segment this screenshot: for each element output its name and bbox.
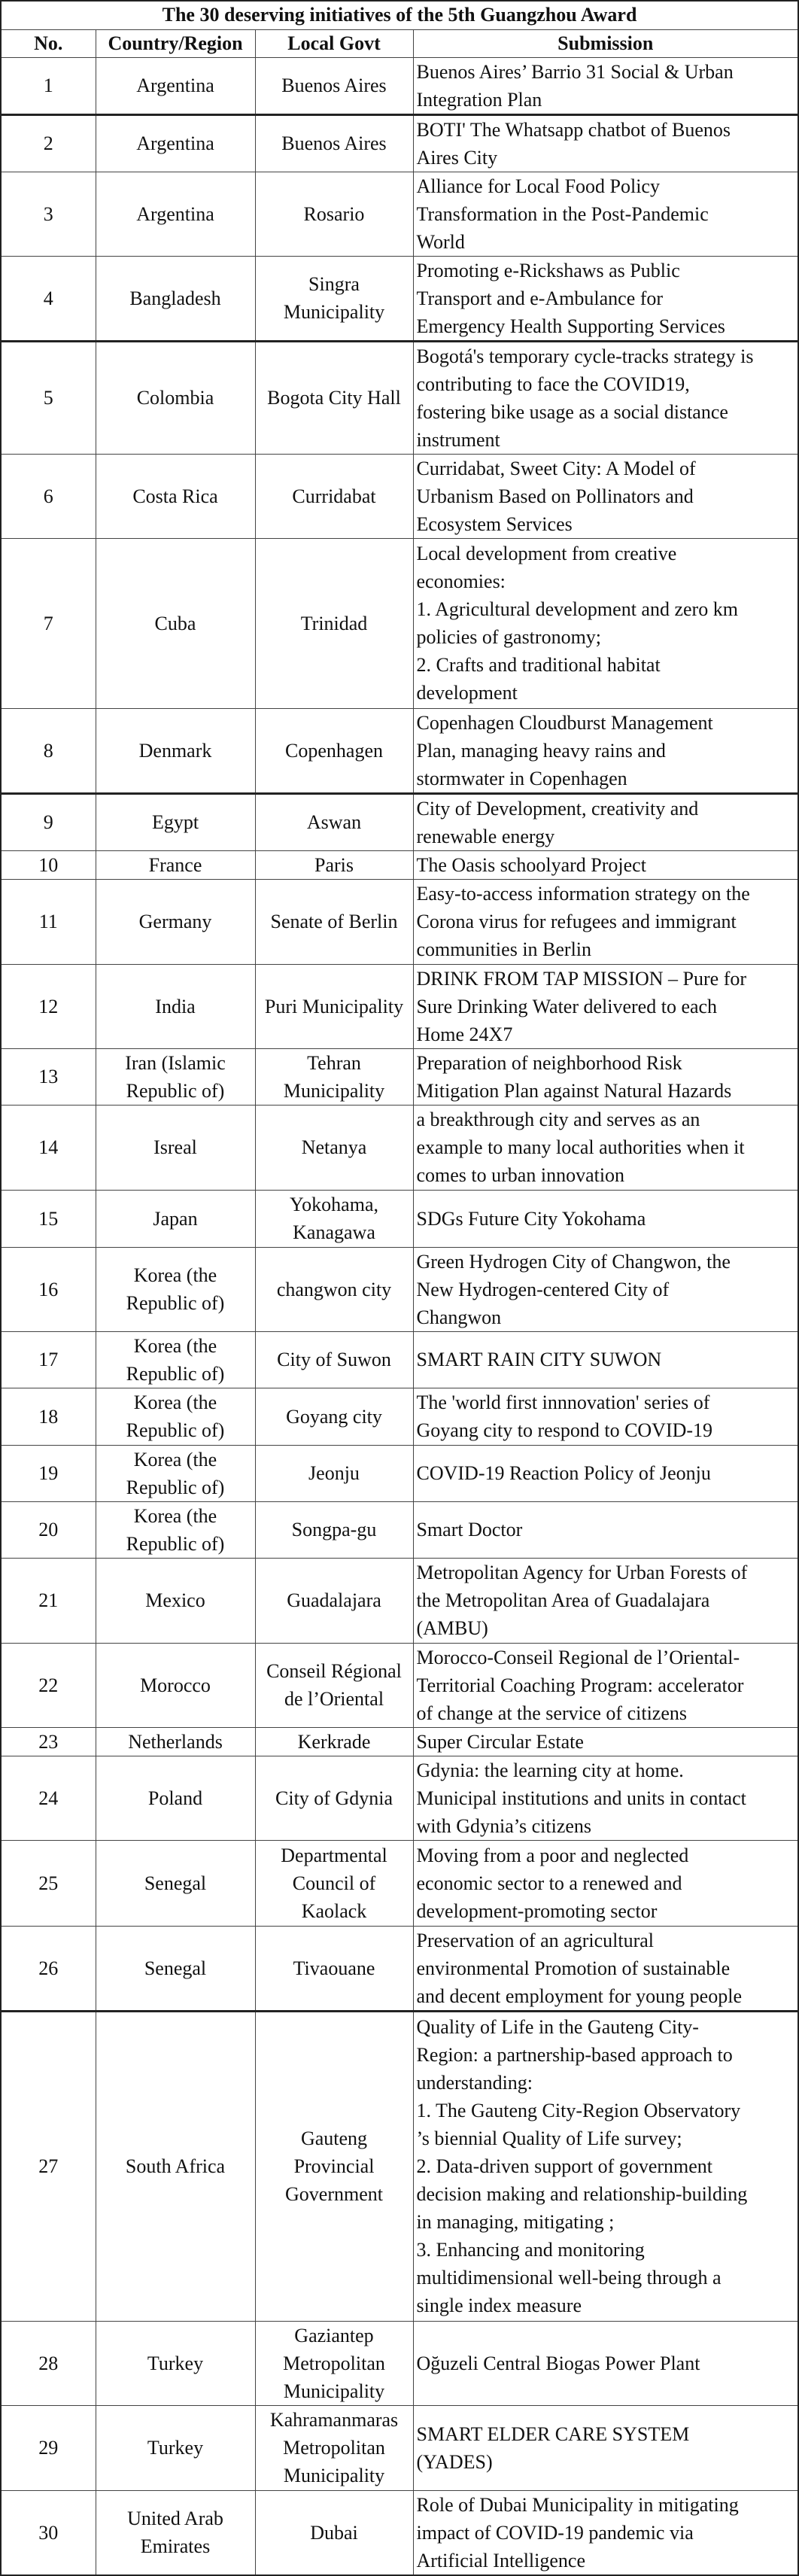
local-govt-cell: Singra Municipality — [255, 256, 413, 341]
country-region-cell: Isreal — [96, 1105, 255, 1190]
submission-cell: Smart Doctor — [413, 1501, 798, 1558]
local-govt-cell: Bogota City Hall — [255, 341, 413, 454]
local-govt-cell: Tivaouane — [255, 1926, 413, 2011]
row-number: 19 — [1, 1445, 96, 1501]
header-local-govt: Local Govt — [255, 29, 413, 57]
table-row — [1, 2321, 798, 2405]
submission-cell: DRINK FROM TAP MISSION – Pure for Sure Drinking Water delivered to each Home 24X7 — [413, 964, 798, 1048]
row-number: 28 — [1, 2321, 96, 2405]
submission-cell: Preservation of an agricultural environmental Promotion of sustainable and decent employment for young people — [413, 1926, 798, 2011]
submission-cell: SMART ELDER CARE SYSTEM (YADES) — [413, 2405, 798, 2490]
submission-cell: Promoting e-Rickshaws as Public Transport and e-Ambulance for Emergency Health Supporting Services — [413, 256, 798, 341]
submission-cell: Curridabat, Sweet City: A Model of Urbanism Based on Pollinators and Ecosystem Services — [413, 454, 798, 538]
local-govt-cell: Tehran Municipality — [255, 1048, 413, 1105]
country-region-cell: Mexico — [96, 1558, 255, 1643]
row-number: 2 — [1, 114, 96, 172]
country-region-cell: Costa Rica — [96, 454, 255, 538]
row-number: 12 — [1, 964, 96, 1048]
country-region-cell: Colombia — [96, 341, 255, 454]
table-row — [1, 1727, 798, 1756]
table-row — [1, 964, 798, 1048]
local-govt-cell: Goyang city — [255, 1388, 413, 1445]
local-govt-cell: Songpa-gu — [255, 1501, 413, 1558]
submission-cell: Local development from creative economies: 1. Agricultural development and zero km policies of gastronomy; 2. Crafts and traditional habitat development — [413, 538, 798, 708]
country-region-cell: Denmark — [96, 708, 255, 793]
table-row — [1, 1247, 798, 1331]
table-row — [1, 879, 798, 964]
table-row — [1, 172, 798, 256]
table-row — [1, 1388, 798, 1445]
local-govt-cell: Netanya — [255, 1105, 413, 1190]
row-number: 15 — [1, 1190, 96, 1247]
row-number: 10 — [1, 850, 96, 879]
row-number: 6 — [1, 454, 96, 538]
row-number: 25 — [1, 1840, 96, 1926]
local-govt-cell: Kerkrade — [255, 1727, 413, 1756]
row-number: 23 — [1, 1727, 96, 1756]
table-row — [1, 1756, 798, 1840]
row-number: 13 — [1, 1048, 96, 1105]
local-govt-cell: Senate of Berlin — [255, 879, 413, 964]
country-region-cell: Korea (the Republic of) — [96, 1247, 255, 1331]
submission-cell: Oğuzeli Central Biogas Power Plant — [413, 2321, 798, 2405]
country-region-cell: Korea (the Republic of) — [96, 1501, 255, 1558]
table-row — [1, 2405, 798, 2490]
row-number: 9 — [1, 793, 96, 850]
submission-cell: Alliance for Local Food Policy Transformation in the Post-Pandemic World — [413, 172, 798, 256]
local-govt-cell: Conseil Régional de l’Oriental — [255, 1643, 413, 1727]
table-body — [1, 57, 798, 2575]
submission-cell: Quality of Life in the Gauteng City- Region: a partnership-based approach to understanding: 1. The Gauteng City-Region Observatory ’s biennial Quality of Life survey; 2. Data-driven support of government decision making and relationship-building in managing, mitigating ; 3. Enhancing and monitoring multidimensional well-being through a single index measure — [413, 2011, 798, 2321]
table-row — [1, 2011, 798, 2321]
submission-cell: The 'world first innnovation' series of Goyang city to respond to COVID-19 — [413, 1388, 798, 1445]
table-row — [1, 57, 798, 114]
row-number: 11 — [1, 879, 96, 964]
country-region-cell: Argentina — [96, 114, 255, 172]
row-number: 16 — [1, 1247, 96, 1331]
table-row — [1, 1926, 798, 2011]
header-submission: Submission — [413, 29, 798, 57]
local-govt-cell: Departmental Council of Kaolack — [255, 1840, 413, 1926]
submission-cell: Role of Dubai Municipality in mitigating impact of COVID-19 pandemic via Artificial Intelligence — [413, 2490, 798, 2575]
local-govt-cell: Gaziantep Metropolitan Municipality — [255, 2321, 413, 2405]
submission-cell: Metropolitan Agency for Urban Forests of the Metropolitan Area of Guadalajara (AMBU) — [413, 1558, 798, 1643]
submission-cell: Copenhagen Cloudburst Management Plan, managing heavy rains and stormwater in Copenhagen — [413, 708, 798, 793]
table-row — [1, 1331, 798, 1388]
row-number: 26 — [1, 1926, 96, 2011]
submission-cell: Easy-to-access information strategy on the Corona virus for refugees and immigrant communities in Berlin — [413, 879, 798, 964]
submission-cell: The Oasis schoolyard Project — [413, 850, 798, 879]
country-region-cell: India — [96, 964, 255, 1048]
country-region-cell: Senegal — [96, 1840, 255, 1926]
submission-cell: COVID-19 Reaction Policy of Jeonju — [413, 1445, 798, 1501]
header-country-region: Country/Region — [96, 29, 255, 57]
table-row — [1, 538, 798, 708]
country-region-cell: Poland — [96, 1756, 255, 1840]
row-number: 22 — [1, 1643, 96, 1727]
row-number: 18 — [1, 1388, 96, 1445]
submission-cell: Gdynia: the learning city at home. Municipal institutions and units in contact with Gdynia’s citizens — [413, 1756, 798, 1840]
country-region-cell: Senegal — [96, 1926, 255, 2011]
table-row — [1, 1048, 798, 1105]
table-row — [1, 1840, 798, 1926]
local-govt-cell: Copenhagen — [255, 708, 413, 793]
local-govt-cell: Yokohama, Kanagawa — [255, 1190, 413, 1247]
table-row — [1, 256, 798, 341]
local-govt-cell: Curridabat — [255, 454, 413, 538]
country-region-cell: United Arab Emirates — [96, 2490, 255, 2575]
title-row — [1, 1, 798, 29]
country-region-cell: Korea (the Republic of) — [96, 1388, 255, 1445]
table-title: The 30 deserving initiatives of the 5th Guangzhou Award — [1, 1, 798, 29]
submission-cell: Preparation of neighborhood Risk Mitigation Plan against Natural Hazards — [413, 1048, 798, 1105]
country-region-cell: Turkey — [96, 2321, 255, 2405]
row-number: 3 — [1, 172, 96, 256]
header-row — [1, 29, 798, 57]
submission-cell: a breakthrough city and serves as an example to many local authorities when it comes to urban innovation — [413, 1105, 798, 1190]
row-number: 30 — [1, 2490, 96, 2575]
submission-cell: BOTI' The Whatsapp chatbot of Buenos Aires City — [413, 114, 798, 172]
header-no: No. — [1, 29, 96, 57]
country-region-cell: Korea (the Republic of) — [96, 1445, 255, 1501]
country-region-cell: Turkey — [96, 2405, 255, 2490]
row-number: 27 — [1, 2011, 96, 2321]
table-row — [1, 1190, 798, 1247]
country-region-cell: France — [96, 850, 255, 879]
local-govt-cell: Buenos Aires — [255, 114, 413, 172]
row-number: 4 — [1, 256, 96, 341]
local-govt-cell: Gauteng Provincial Government — [255, 2011, 413, 2321]
submission-cell: Buenos Aires’ Barrio 31 Social & Urban Integration Plan — [413, 57, 798, 114]
row-number: 17 — [1, 1331, 96, 1388]
submission-cell: Bogotá's temporary cycle-tracks strategy is contributing to face the COVID19, fostering bike usage as a social distance instrument — [413, 341, 798, 454]
table-row — [1, 708, 798, 793]
row-number: 7 — [1, 538, 96, 708]
row-number: 1 — [1, 57, 96, 114]
table-row — [1, 1643, 798, 1727]
country-region-cell: Netherlands — [96, 1727, 255, 1756]
country-region-cell: Germany — [96, 879, 255, 964]
table-row — [1, 114, 798, 172]
local-govt-cell: Aswan — [255, 793, 413, 850]
country-region-cell: Morocco — [96, 1643, 255, 1727]
submission-cell: Morocco-Conseil Regional de l’Oriental- Territorial Coaching Program: accelerator of change at the service of citizens — [413, 1643, 798, 1727]
table-row — [1, 1558, 798, 1643]
country-region-cell: Argentina — [96, 57, 255, 114]
local-govt-cell: Buenos Aires — [255, 57, 413, 114]
table-row — [1, 1445, 798, 1501]
local-govt-cell: Dubai — [255, 2490, 413, 2575]
country-region-cell: Japan — [96, 1190, 255, 1247]
local-govt-cell: Kahramanmaras Metropolitan Municipality — [255, 2405, 413, 2490]
row-number: 8 — [1, 708, 96, 793]
local-govt-cell: Rosario — [255, 172, 413, 256]
row-number: 21 — [1, 1558, 96, 1643]
submission-cell: City of Development, creativity and renewable energy — [413, 793, 798, 850]
table-row — [1, 1105, 798, 1190]
local-govt-cell: Guadalajara — [255, 1558, 413, 1643]
country-region-cell: Iran (Islamic Republic of) — [96, 1048, 255, 1105]
submission-cell: Green Hydrogen City of Changwon, the New Hydrogen-centered City of Changwon — [413, 1247, 798, 1331]
country-region-cell: Argentina — [96, 172, 255, 256]
row-number: 20 — [1, 1501, 96, 1558]
table-row — [1, 850, 798, 879]
submission-cell: Moving from a poor and neglected economic sector to a renewed and development-promoting sector — [413, 1840, 798, 1926]
country-region-cell: Korea (the Republic of) — [96, 1331, 255, 1388]
table-row — [1, 1501, 798, 1558]
local-govt-cell: City of Suwon — [255, 1331, 413, 1388]
submission-cell: Super Circular Estate — [413, 1727, 798, 1756]
row-number: 5 — [1, 341, 96, 454]
local-govt-cell: Puri Municipality — [255, 964, 413, 1048]
row-number: 24 — [1, 1756, 96, 1840]
table-row — [1, 341, 798, 454]
table-row — [1, 2490, 798, 2575]
row-number: 14 — [1, 1105, 96, 1190]
local-govt-cell: City of Gdynia — [255, 1756, 413, 1840]
row-number: 29 — [1, 2405, 96, 2490]
country-region-cell: Cuba — [96, 538, 255, 708]
table-row — [1, 793, 798, 850]
country-region-cell: Egypt — [96, 793, 255, 850]
country-region-cell: South Africa — [96, 2011, 255, 2321]
table-row — [1, 454, 798, 538]
local-govt-cell: changwon city — [255, 1247, 413, 1331]
local-govt-cell: Jeonju — [255, 1445, 413, 1501]
local-govt-cell: Paris — [255, 850, 413, 879]
submission-cell: SDGs Future City Yokohama — [413, 1190, 798, 1247]
country-region-cell: Bangladesh — [96, 256, 255, 341]
submission-cell: SMART RAIN CITY SUWON — [413, 1331, 798, 1388]
local-govt-cell: Trinidad — [255, 538, 413, 708]
